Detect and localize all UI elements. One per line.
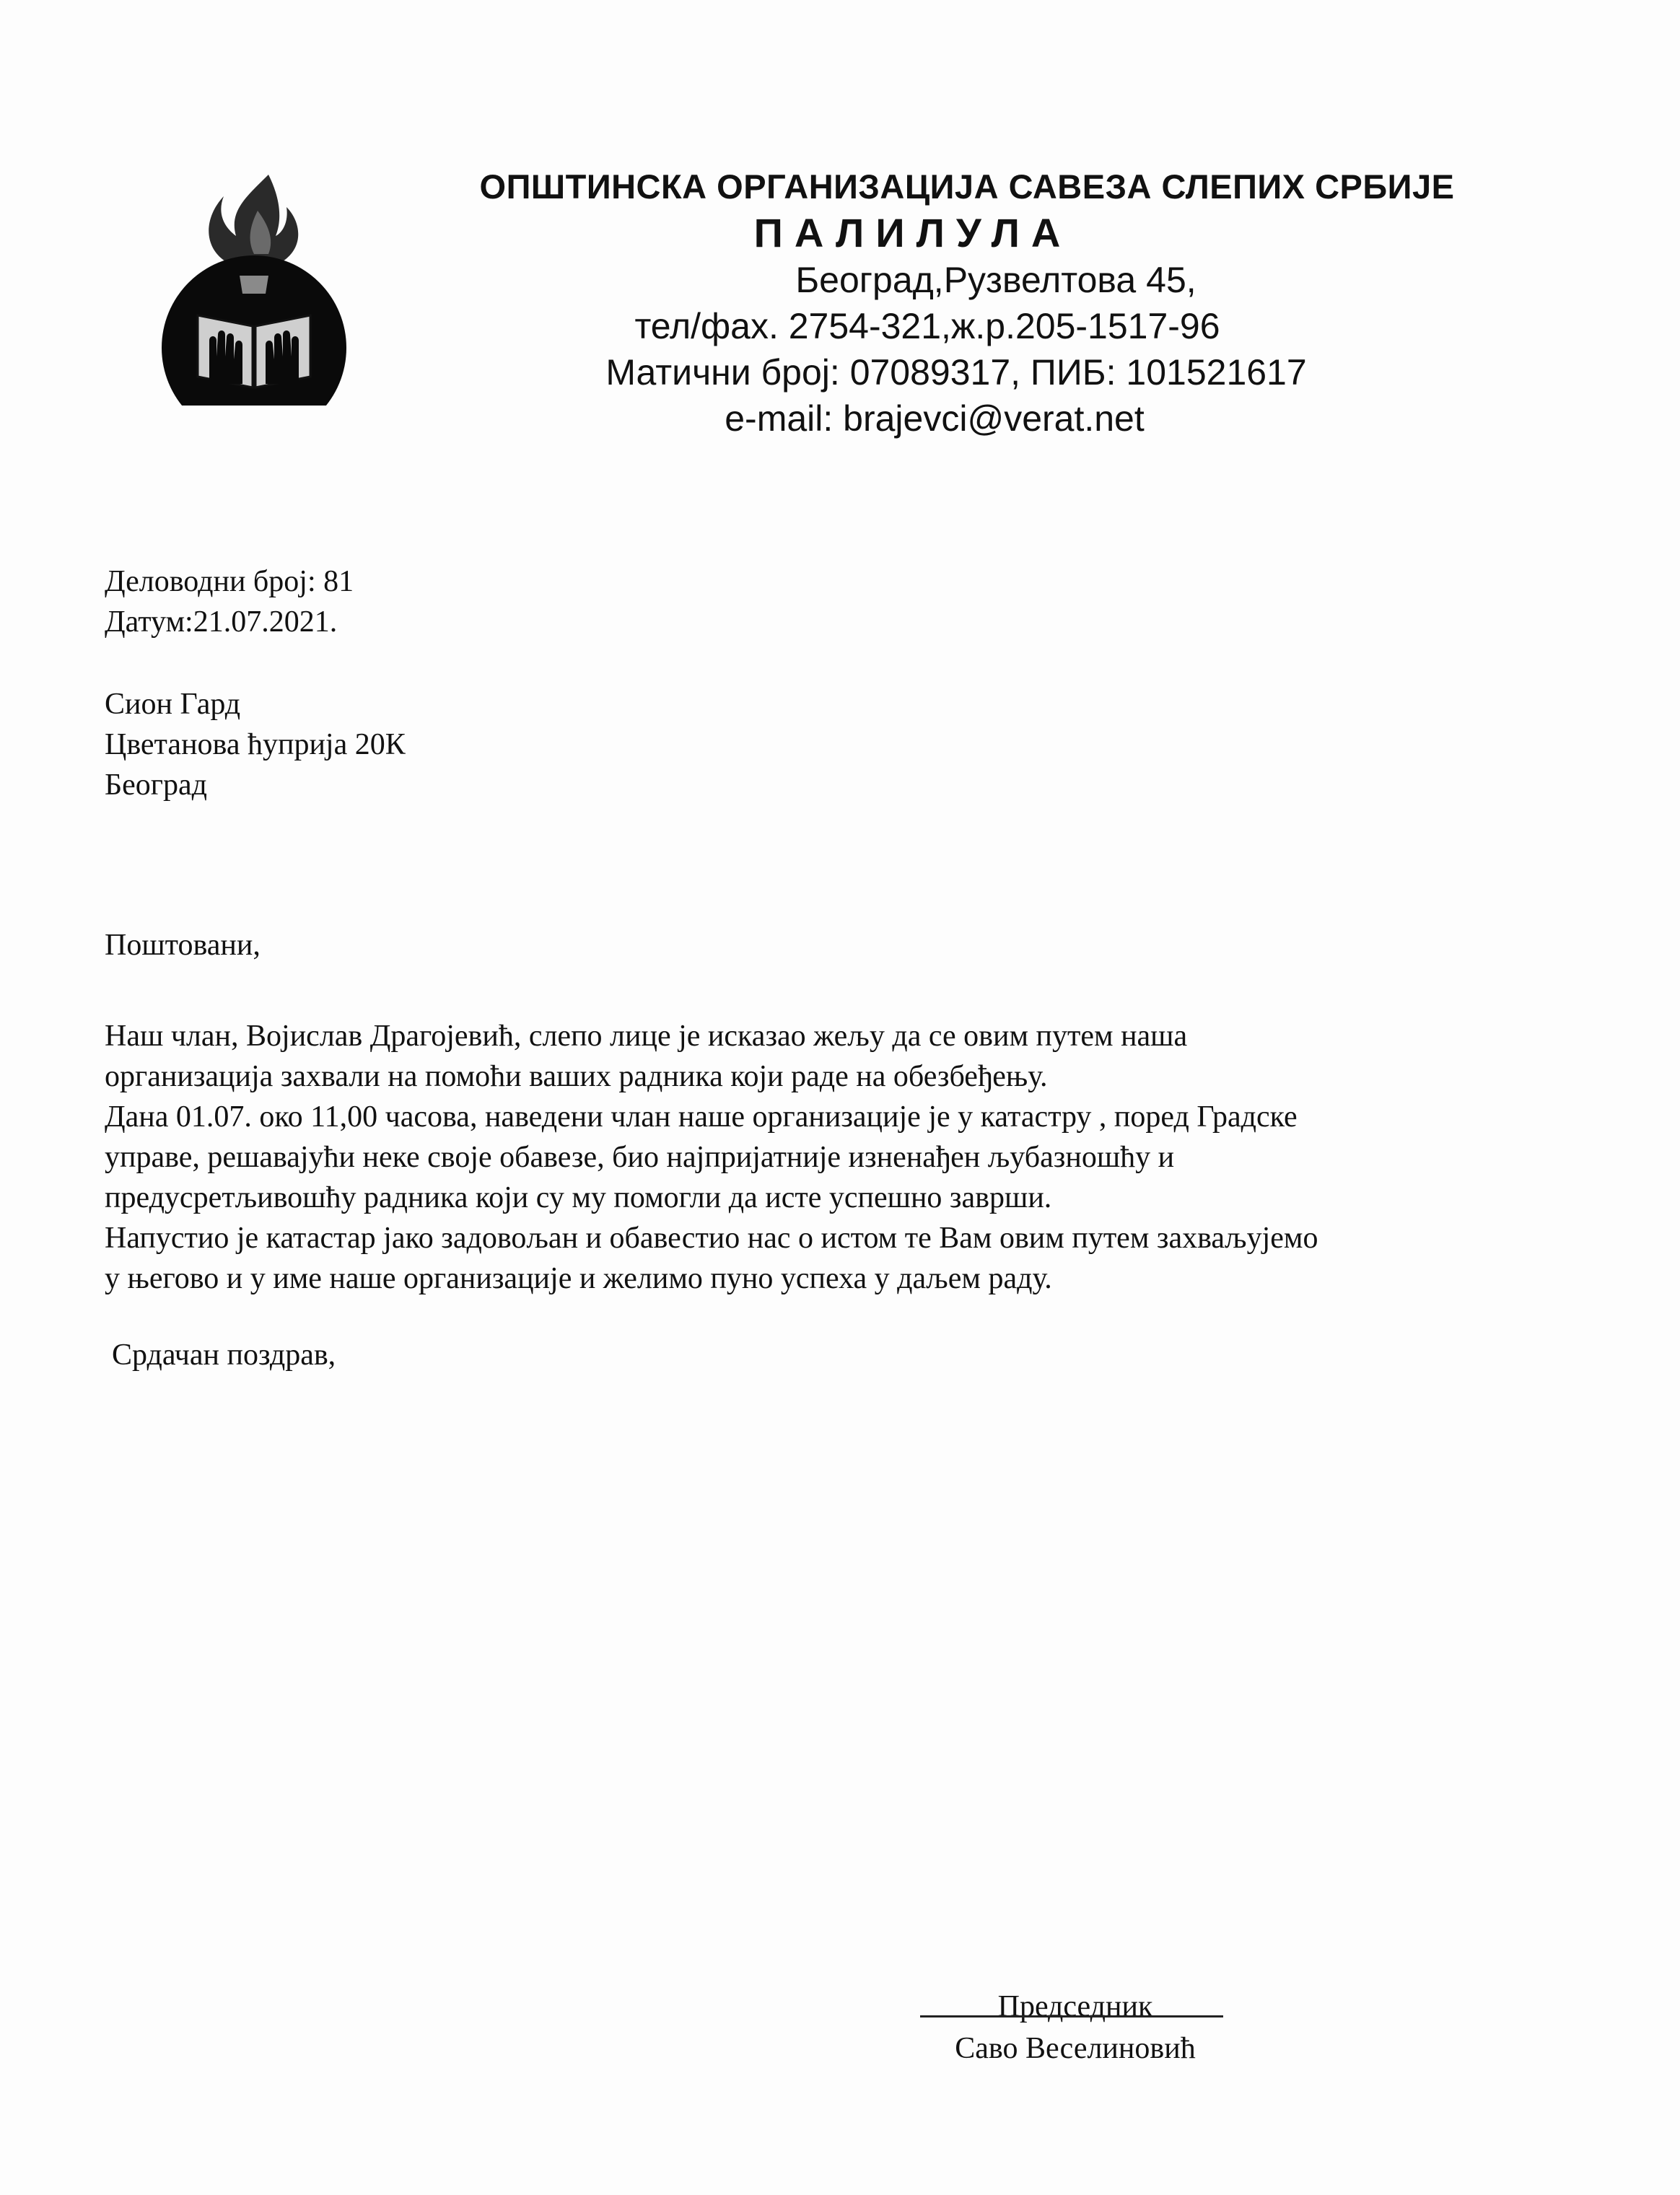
organization-email: e-mail: brajevci@verat.net — [725, 398, 1145, 439]
body-line: предусретљивошћу радника који су му помогли да исте успешно заврши. — [105, 1181, 1052, 1214]
body-line: организација захвали на помоћи ваших радника који раде на обезбеђењу. — [105, 1060, 1048, 1093]
organization-address: Београд,Рузвелтова 45, — [795, 260, 1196, 300]
recipient-street: Цветанова ћуприја 20К — [105, 728, 406, 761]
reference-block — [105, 561, 354, 642]
recipient-name: Сион Гард — [105, 688, 241, 721]
closing: Срдачан поздрав, — [112, 1339, 336, 1372]
organization-phone: тел/фах. 2754-321,ж.р.205-1517-96 — [634, 306, 1220, 346]
torch-book-hands-logo — [160, 167, 348, 406]
organization-registration: Матични број: 07089317, ПИБ: 101521617 — [605, 352, 1307, 393]
body-line: Дана 01.07. око 11,00 часова, наведени члан наше организације је у катастру , поред Градске — [105, 1100, 1298, 1134]
body-line: у његово и у име наше организације и желимо пуно успеха у даљем раду. — [105, 1262, 1052, 1295]
signature-line — [920, 2015, 1223, 2017]
body-line: управе, решавајући неке своје обавезе, био најпријатније изненађен љубазношћу и — [105, 1141, 1175, 1174]
recipient-city: Београд — [105, 768, 207, 802]
organization-name: ОПШТИНСКА ОРГАНИЗАЦИЈА САВЕЗА СЛЕПИХ СРБИЈЕ — [479, 167, 1455, 206]
signature-block — [916, 1986, 1234, 2069]
body-line: Наш члан, Војислав Драгојевић, слепо лице је исказао жељу да се овим путем наша — [105, 1020, 1188, 1053]
signatory-name: Саво Веселиновић — [955, 2032, 1196, 2065]
letter-body — [105, 1016, 1318, 1299]
reference-number: Деловодни број: 81 — [105, 565, 354, 598]
signatory-title: Председник — [997, 1990, 1153, 2023]
recipient-block — [105, 684, 406, 805]
reference-date: Датум:21.07.2021. — [105, 605, 338, 639]
salutation: Поштовани, — [105, 929, 261, 962]
municipality-name: ПАЛИЛУЛА — [753, 210, 1072, 255]
letterhead — [404, 165, 1530, 442]
body-line: Напустио је катастар јако задовољан и обавестио нас о истом те Вам овим путем захваљујемо — [105, 1222, 1318, 1255]
